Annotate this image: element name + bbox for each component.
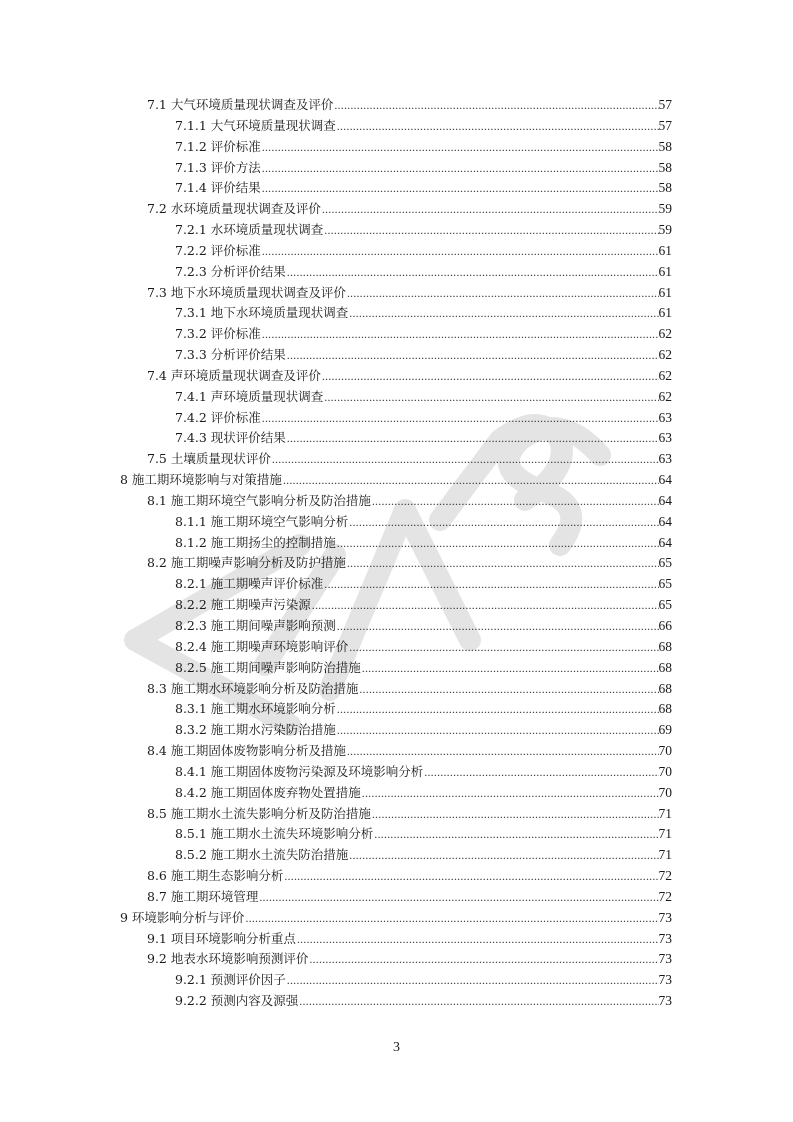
toc-entry-label: 8.5 施工期水土流失影响分析及防治措施 [147,805,371,821]
toc-dot-leader [359,679,658,699]
toc-dot-leader [322,199,659,219]
toc-entry-label: 9.2 地表水环境影响预测评价 [147,951,309,967]
toc-dot-leader [324,220,658,240]
toc-entry-page: 71 [658,826,672,842]
toc-entry-label: 7.3.2 评价标准 [175,326,261,342]
toc-dot-leader [299,991,658,1011]
toc-entry[interactable] [175,991,672,1011]
toc-entry-page: 58 [658,180,672,196]
page-number: 3 [393,1040,400,1055]
toc-dot-leader [374,824,658,844]
toc-dot-leader [349,512,658,532]
toc-entry[interactable] [175,720,672,740]
toc-entry-label: 8.5.2 施工期水土流失防治措施 [175,847,349,863]
toc-entry[interactable] [147,929,672,949]
toc-entry[interactable] [147,283,672,303]
toc-entry[interactable] [147,804,672,824]
toc-entry-label: 9 环境影响分析与评价 [120,909,245,925]
toc-entry-page: 64 [658,534,672,550]
toc-entry-label: 7.1.3 评价方法 [175,159,261,175]
toc-entry-label: 8.7 施工期环境管理 [147,888,259,904]
toc-entry-label: 7.2.1 水环境质量现状调查 [175,222,324,238]
toc-entry-label: 8.1 施工期环境空气影响分析及防治措施 [147,492,371,508]
toc-dot-leader [347,741,659,761]
toc-entry-label: 8.2.5 施工期间噪声影响防治措施 [175,659,361,675]
toc-entry[interactable] [147,95,672,115]
toc-entry-label: 7.2.3 分析评价结果 [175,263,286,279]
toc-entry-page: 62 [658,347,672,363]
toc-entry-page: 57 [658,117,672,133]
toc-entry-page: 72 [658,868,672,884]
toc-dot-leader [324,574,658,594]
toc-dot-leader [337,533,659,553]
toc-entry-page: 73 [658,972,672,988]
toc-entry[interactable] [175,616,672,636]
toc-entry-label: 8.2.1 施工期噪声评价标准 [175,576,324,592]
toc-entry-label: 8.2.4 施工期噪声环境影响评价 [175,638,349,654]
toc-entry[interactable] [147,553,672,573]
toc-entry[interactable] [147,449,672,469]
toc-entry-label: 7.1.2 评价标准 [175,138,261,154]
toc-entry-label: 7.3.3 分析评价结果 [175,347,286,363]
toc-entry-page: 73 [658,993,672,1009]
toc-dot-leader [272,449,659,469]
toc-dot-leader [262,324,659,344]
toc-dot-leader [349,637,658,657]
toc-entry-page: 58 [658,159,672,175]
toc-dot-leader [349,845,658,865]
toc-dot-leader [322,366,659,386]
toc-entry-label: 7.4.3 现状评价结果 [175,430,286,446]
toc-entry[interactable] [120,470,672,490]
toc-entry-page: 58 [658,138,672,154]
toc-entry-page: 71 [658,805,672,821]
toc-dot-leader [245,908,658,928]
toc-entry[interactable] [147,866,672,886]
toc-entry-label: 8.3.2 施工期水污染防治措施 [175,722,336,738]
toc-entry[interactable] [175,824,672,844]
toc-dot-leader [337,699,659,719]
toc-entry[interactable] [175,574,672,594]
toc-entry-page: 61 [658,263,672,279]
toc-entry[interactable] [147,366,672,386]
toc-entry-page: 62 [658,326,672,342]
toc-dot-leader [337,720,659,740]
toc-entry-label: 7.3 地下水环境质量现状调查及评价 [147,284,346,300]
toc-dot-leader [312,595,659,615]
toc-entry-page: 63 [658,451,672,467]
toc-dot-leader [262,158,659,178]
toc-entry-page: 65 [658,576,672,592]
toc-entry-label: 8.6 施工期生态影响分析 [147,868,284,884]
toc-entry[interactable] [175,970,672,990]
toc-dot-leader [262,178,659,198]
toc-entry-page: 73 [658,909,672,925]
toc-dot-leader [283,470,659,490]
toc-dot-leader [287,262,659,282]
toc-entry-page: 65 [658,555,672,571]
toc-entry[interactable] [175,137,672,157]
toc-entry-page: 72 [658,888,672,904]
toc-entry-label: 8.2.3 施工期间噪声影响预测 [175,618,336,633]
toc-dot-leader [262,408,659,428]
toc-entry-page: 69 [658,722,672,738]
toc-entry-label: 7.2 水环境质量现状调查及评价 [147,201,321,217]
toc-dot-leader [287,345,659,365]
toc-entry[interactable] [175,303,672,323]
toc-entry-page: 63 [658,409,672,425]
toc-entry-page: 61 [658,284,672,300]
toc-entry-page: 70 [658,784,672,800]
toc-entry[interactable] [175,637,672,657]
toc-dot-leader [287,970,659,990]
toc-entry[interactable] [175,762,672,782]
toc-dot-leader [259,887,658,907]
toc-entry-page: 73 [658,951,672,967]
toc-entry[interactable] [147,887,672,907]
toc-entry-page: 59 [658,201,672,217]
toc-entry-page: 62 [658,367,672,383]
toc-entry[interactable] [147,491,672,511]
toc-entry-label: 7.1.4 评价结果 [175,180,261,196]
toc-entry-page: 68 [658,659,672,675]
toc-entry-label: 7.4 声环境质量现状调查及评价 [147,367,321,383]
toc-entry-label: 8.4 施工期固体废物影响分析及措施 [147,743,346,759]
toc-entry[interactable] [175,595,672,615]
toc-entry-label: 9.2.2 预测内容及源强 [175,993,299,1009]
toc-dot-leader [347,553,659,573]
toc-dot-leader [334,95,658,115]
toc-dot-leader [324,387,658,407]
toc-entry[interactable] [175,845,672,865]
toc-entry-label: 7.5 土壤质量现状评价 [147,451,271,467]
toc-entry-page: 68 [658,638,672,654]
toc-entry-page: 57 [658,97,672,112]
toc-entry[interactable] [175,158,672,178]
toc-entry-page: 59 [658,222,672,238]
toc-entry[interactable] [175,387,672,407]
toc-entry[interactable] [175,658,672,678]
toc-entry-page: 61 [658,305,672,321]
toc-entry-label: 8.3.1 施工期水环境影响分析 [175,701,336,717]
toc-entry[interactable] [147,679,672,699]
toc-entry-label: 7.1 大气环境质量现状调查及评价 [147,97,334,112]
toc-dot-leader [297,929,659,949]
toc-entry[interactable] [175,345,672,365]
toc-dot-leader [287,428,659,448]
toc-entry[interactable] [175,783,672,803]
toc-dot-leader [372,804,659,824]
toc-entry-page: 68 [658,680,672,696]
toc-entry-page: 65 [658,597,672,613]
toc-entry-label: 8.2 施工期噪声影响分析及防护措施 [147,555,346,571]
toc-entry-label: 8.5.1 施工期水土流失环境影响分析 [175,826,374,842]
toc-dot-leader [284,866,658,886]
toc-dot-leader [349,303,658,323]
toc-dot-leader [309,949,658,969]
toc-entry[interactable] [175,408,672,428]
toc-dot-leader [337,116,659,136]
toc-entry-page: 62 [658,388,672,404]
toc-dot-leader [372,491,659,511]
toc-entry-label: 9.1 项目环境影响分析重点 [147,930,296,946]
toc-entry-page: 63 [658,430,672,446]
toc-entry[interactable] [147,741,672,761]
toc-entry[interactable] [175,262,672,282]
toc-entry[interactable] [175,533,672,553]
toc-entry-label: 8.4.2 施工期固体废弃物处置措施 [175,784,361,800]
toc-entry[interactable] [147,949,672,969]
toc-entry-page: 64 [658,492,672,508]
toc-entry-page: 70 [658,763,672,779]
toc-dot-leader [337,616,659,636]
toc-entry[interactable] [175,512,672,532]
toc-entry-page: 64 [658,472,672,488]
toc-entry[interactable] [175,178,672,198]
toc-entry[interactable] [175,116,672,136]
toc-entry[interactable] [175,428,672,448]
toc-entry[interactable] [120,908,672,928]
toc-dot-leader [262,137,659,157]
toc-dot-leader [424,762,658,782]
toc-entry-label: 8 施工期环境影响与对策措施 [120,472,282,488]
toc-entry-page: 70 [658,743,672,759]
toc-entry-label: 7.1.1 大气环境质量现状调查 [175,117,336,133]
toc-entry-label: 8.2.2 施工期噪声污染源 [175,597,311,613]
toc-entry-label: 8.1.2 施工期扬尘的控制措施 [175,534,336,550]
toc-entry-page: 64 [658,513,672,529]
toc-entry[interactable] [175,241,672,261]
toc-entry[interactable] [175,220,672,240]
toc-entry-label: 8.1.1 施工期环境空气影响分析 [175,513,349,529]
toc-entry[interactable] [175,699,672,719]
toc-entry-label: 7.3.1 地下水环境质量现状调查 [175,305,349,321]
toc-entry-label: 8.4.1 施工期固体废物污染源及环境影响分析 [175,763,424,779]
toc-entry-label: 7.2.2 评价标准 [175,242,261,258]
toc-entry-page: 68 [658,701,672,717]
toc-dot-leader [262,241,659,261]
toc-dot-leader [347,283,659,303]
toc-entry-label: 7.4.2 评价标准 [175,409,261,425]
toc-entry-label: 9.2.1 预测评价因子 [175,972,286,988]
toc-entry-label: 8.3 施工期水环境影响分析及防治措施 [147,680,359,696]
toc-entry[interactable] [147,199,672,219]
toc-entry-page: 61 [658,242,672,258]
toc-entry-page: 73 [658,930,672,946]
toc-entry-label: 7.4.1 声环境质量现状调查 [175,388,324,404]
toc-entry-page: 66 [658,618,672,633]
toc-entry-page: 71 [658,847,672,863]
toc-dot-leader [362,658,659,678]
toc-entry[interactable] [175,324,672,344]
toc-dot-leader [362,783,659,803]
